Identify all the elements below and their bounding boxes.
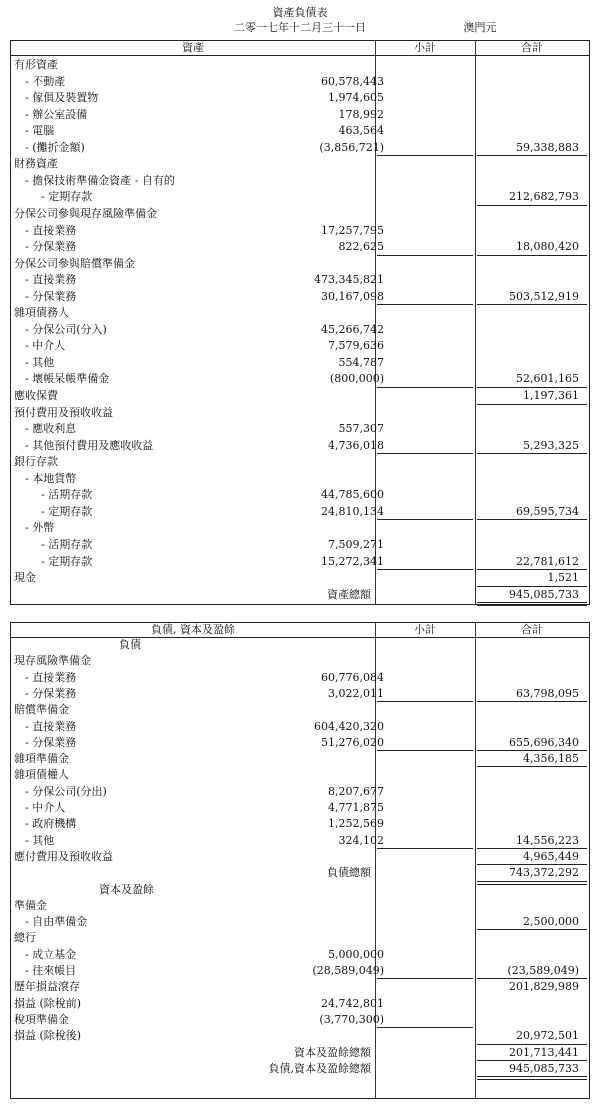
underline-rule	[377, 255, 473, 256]
underline-rule	[477, 750, 587, 751]
line-item	[11, 537, 589, 553]
total-value: 945,085,733	[509, 587, 579, 601]
line-item	[11, 223, 589, 239]
underline-rule	[477, 404, 587, 405]
item-label: - 定期存款	[41, 554, 93, 568]
double-rule	[477, 881, 587, 885]
item-label: - 分保公司(分入)	[25, 322, 107, 336]
line-item	[11, 1045, 589, 1061]
item-label: - 分保業務	[25, 686, 77, 700]
line-item	[11, 670, 589, 686]
item-label: 資產總額	[327, 587, 371, 601]
date-line	[0, 20, 598, 35]
subtotal-value: 4,736,018	[328, 438, 384, 452]
subtotal-value: 1,252,569	[328, 817, 384, 831]
underline-rule	[477, 387, 587, 388]
total-value: 1,521	[547, 571, 579, 585]
underline-rule	[377, 155, 473, 156]
line-item	[11, 520, 589, 536]
line-item	[11, 289, 589, 305]
line-item	[11, 322, 589, 338]
item-label: - 定期存款	[41, 504, 93, 518]
line-item	[11, 735, 589, 751]
item-label: 雜項債權人	[14, 768, 69, 782]
item-label: 分保公司參與賠償準備金	[14, 256, 135, 270]
item-label: 負債	[119, 638, 141, 651]
item-label: - 活期存款	[41, 537, 93, 551]
item-label: - 直接業務	[25, 223, 77, 237]
subtotal-value: 604,420,320	[314, 719, 384, 733]
line-item	[11, 74, 589, 90]
item-label: 分保公司參與現存風險準備金	[14, 206, 157, 220]
item-label: - 本地貨幣	[25, 471, 77, 485]
total-value: 20,972,501	[516, 1029, 579, 1043]
line-item	[11, 719, 589, 735]
underline-rule	[377, 701, 473, 702]
item-label: 雜項準備金	[14, 752, 69, 766]
line-item	[11, 338, 589, 354]
subtotal-value: 7,509,271	[328, 537, 384, 551]
item-label: - 不動產	[25, 74, 66, 88]
line-item	[11, 587, 589, 603]
liabilities-heading: 負債, 資本及盈餘	[151, 623, 235, 636]
total-value: 503,512,919	[509, 289, 579, 303]
item-label: - (攤折金額)	[25, 140, 85, 154]
item-label: 財務資產	[14, 157, 58, 171]
subtotal-value: 15,272,341	[321, 554, 384, 568]
item-label: - 定期存款	[41, 190, 93, 204]
item-label: - 直接業務	[25, 273, 77, 287]
line-item	[11, 979, 589, 995]
total-heading: 合計	[521, 41, 543, 54]
line-item	[11, 849, 589, 865]
underline-rule	[377, 1027, 473, 1028]
item-label: 現金	[14, 571, 36, 585]
item-label: 資本及盈餘總額	[294, 1045, 371, 1059]
line-item	[11, 963, 589, 979]
item-label: - 外幣	[25, 521, 55, 535]
currency-label: 澳門元	[463, 21, 497, 34]
line-item	[11, 355, 589, 371]
liabilities-header	[11, 623, 589, 638]
subtotal-value: 324,102	[338, 833, 384, 847]
subtotal-value: 473,345,821	[314, 273, 384, 287]
item-label: - 政府機構	[25, 817, 77, 831]
item-label: 負債總額	[327, 866, 371, 880]
subtotal-value: 24,810,134	[321, 504, 384, 518]
total-value: 655,696,340	[509, 735, 579, 749]
line-item	[11, 751, 589, 767]
item-label: 預付費用及預收收益	[14, 405, 113, 419]
line-item	[11, 702, 589, 718]
line-item	[11, 570, 589, 586]
item-label: - 活期存款	[41, 488, 93, 502]
line-item	[11, 800, 589, 816]
item-label: 現存風險準備金	[14, 654, 91, 668]
total-value: 945,085,733	[509, 1061, 579, 1075]
total-value: 18,080,420	[516, 240, 579, 254]
underline-rule	[477, 864, 587, 865]
line-item	[11, 140, 589, 156]
total-value: 63,798,095	[516, 686, 579, 700]
line-item	[11, 637, 589, 653]
item-label: - 分保業務	[25, 289, 77, 303]
subtotal-value: 178,992	[338, 107, 384, 121]
total-value: 743,372,292	[509, 866, 579, 880]
total-heading: 合計	[521, 623, 543, 636]
subtotal-value: 4,771,875	[328, 801, 384, 814]
underline-rule	[477, 453, 587, 454]
item-label: - 應收利息	[25, 422, 77, 436]
underline-rule	[477, 304, 587, 305]
line-item	[11, 239, 589, 255]
line-item	[11, 471, 589, 487]
item-label: - 擔保技術準備金資產 - 自有的	[25, 173, 175, 187]
line-item	[11, 487, 589, 503]
total-value: 5,293,325	[523, 438, 579, 452]
line-item	[11, 305, 589, 321]
subtotal-value: 44,785,600	[321, 488, 384, 502]
item-label: - 成立基金	[25, 947, 77, 961]
total-value: 22,781,612	[516, 554, 579, 568]
line-item	[11, 256, 589, 272]
underline-rule	[477, 848, 587, 849]
underline-rule	[477, 701, 587, 702]
subtotal-value: 1,974,605	[328, 91, 384, 105]
subtotal-value: (3,856,721)	[319, 140, 384, 154]
underline-rule	[477, 1044, 587, 1045]
line-item	[11, 996, 589, 1012]
item-label: - 電腦	[25, 124, 55, 138]
underline-rule	[377, 978, 473, 979]
subtotal-value: 24,742,801	[321, 996, 384, 1010]
underline-rule	[377, 304, 473, 305]
subtotal-value: 463,564	[338, 124, 384, 138]
liabilities-section	[10, 622, 590, 1099]
line-item	[11, 930, 589, 946]
line-item	[11, 57, 589, 73]
item-label: - 其他	[25, 355, 55, 369]
item-label: 有形資產	[14, 58, 58, 71]
subtotal-value: 45,266,742	[321, 322, 384, 336]
subtotal-value: 557,307	[338, 422, 384, 436]
underline-rule	[377, 750, 473, 751]
assets-header	[11, 41, 589, 56]
item-label: - 壞帳呆帳準備金	[25, 372, 110, 386]
underline-rule	[377, 387, 473, 388]
line-item	[11, 90, 589, 106]
total-value: 59,338,883	[516, 140, 579, 154]
total-value: 201,713,441	[509, 1045, 579, 1059]
underline-rule	[477, 155, 587, 156]
line-item	[11, 173, 589, 189]
total-value: 201,829,989	[509, 980, 579, 994]
underline-rule	[477, 1060, 587, 1061]
line-item	[11, 156, 589, 172]
subtotal-value: 17,257,795	[321, 223, 384, 237]
item-label: 負債,資本及盈餘總額	[268, 1061, 371, 1075]
item-label: 應付費用及預收收益	[14, 849, 113, 863]
line-item	[11, 405, 589, 421]
item-label: - 其他	[25, 833, 55, 847]
item-label: 資本及盈餘	[99, 882, 154, 896]
underline-rule	[377, 569, 473, 570]
item-label: 稅項準備金	[14, 1012, 69, 1026]
line-item	[11, 454, 589, 470]
double-rule	[477, 602, 587, 606]
subtotal-value: 3,022,011	[328, 686, 384, 700]
line-item	[11, 833, 589, 849]
line-item	[11, 898, 589, 914]
double-rule	[477, 1076, 587, 1080]
line-item	[11, 767, 589, 783]
item-label: - 辦公室設備	[25, 107, 88, 121]
total-value: 69,595,734	[516, 504, 579, 518]
underline-rule	[477, 205, 587, 206]
underline-rule	[477, 569, 587, 570]
item-label: - 直接業務	[25, 719, 77, 733]
item-label: 賠償準備金	[14, 703, 69, 717]
line-item	[11, 1012, 589, 1028]
line-item	[11, 438, 589, 454]
underline-rule	[477, 929, 587, 930]
line-item	[11, 816, 589, 832]
line-item	[11, 653, 589, 669]
item-label: 雜項債務人	[14, 306, 69, 320]
line-item	[11, 865, 589, 881]
total-value: (23,589,049)	[507, 964, 579, 977]
total-value: 2,500,000	[523, 915, 579, 929]
title-line	[0, 5, 598, 20]
total-value: 212,682,793	[509, 190, 579, 204]
line-item	[11, 947, 589, 963]
line-item	[11, 272, 589, 288]
subtotal-value: 60,578,443	[321, 74, 384, 88]
line-item	[11, 554, 589, 570]
subtotal-value: 7,579,636	[328, 339, 384, 353]
line-item	[11, 1028, 589, 1044]
line-item	[11, 784, 589, 800]
line-item	[11, 686, 589, 702]
item-label: - 分保業務	[25, 240, 77, 254]
subtotal-value: 822,625	[338, 240, 384, 254]
subtotal-heading: 小計	[414, 41, 436, 54]
assets-section	[10, 40, 590, 605]
item-label: 準備金	[14, 898, 47, 912]
line-item	[11, 914, 589, 930]
item-label: - 分保公司(分出)	[25, 784, 107, 798]
subtotal-heading: 小計	[414, 623, 436, 636]
total-value: 4,965,449	[523, 849, 579, 863]
item-label: - 傢俱及裝置物	[25, 91, 99, 105]
item-label: 銀行存款	[14, 455, 58, 469]
item-label: - 中介人	[25, 339, 66, 353]
line-item	[11, 206, 589, 222]
underline-rule	[377, 519, 473, 520]
underline-rule	[477, 766, 587, 767]
item-label: - 其他預付費用及應收收益	[25, 438, 154, 452]
item-label: - 往來帳目	[25, 964, 77, 977]
assets-heading: 資產	[182, 41, 204, 54]
total-value: 14,556,223	[516, 833, 579, 847]
total-value: 4,356,185	[523, 752, 579, 766]
item-label: - 自由準備金	[25, 915, 88, 929]
subtotal-value: 5,000,000	[328, 947, 384, 961]
line-item	[11, 1061, 589, 1077]
underline-rule	[377, 453, 473, 454]
underline-rule	[477, 255, 587, 256]
line-item	[11, 189, 589, 205]
underline-rule	[477, 519, 587, 520]
item-label: 應收保費	[14, 389, 58, 402]
item-label: - 分保業務	[25, 735, 77, 749]
subtotal-value: 30,167,098	[321, 289, 384, 303]
subtotal-value: 60,776,084	[321, 670, 384, 684]
subtotal-value: 51,276,020	[321, 735, 384, 749]
line-item	[11, 123, 589, 139]
item-label: - 中介人	[25, 801, 66, 814]
total-value: 52,601,165	[516, 372, 579, 386]
item-label: 損益 (除稅前)	[14, 996, 82, 1010]
underline-rule	[477, 586, 587, 587]
subtotal-value: (28,589,049)	[312, 964, 384, 977]
line-item	[11, 107, 589, 123]
subtotal-value: 554,787	[338, 355, 384, 369]
item-label: 歷年損益滾存	[14, 980, 80, 994]
report-date: 二零一七年十二月三十一日	[234, 21, 366, 34]
subtotal-value: (800,000)	[329, 372, 384, 386]
underline-rule	[377, 848, 473, 849]
subtotal-value: (3,770,300)	[319, 1012, 384, 1026]
line-item	[11, 421, 589, 437]
line-item	[11, 371, 589, 387]
item-label: 總行	[14, 931, 36, 945]
line-item	[11, 504, 589, 520]
underline-rule	[477, 978, 587, 979]
total-value: 1,197,361	[523, 389, 579, 402]
document-title: 資產負債表	[272, 6, 328, 19]
line-item	[11, 388, 589, 404]
subtotal-value: 8,207,677	[328, 784, 384, 798]
item-label: 損益 (除稅後)	[14, 1029, 82, 1043]
item-label: - 直接業務	[25, 670, 77, 684]
